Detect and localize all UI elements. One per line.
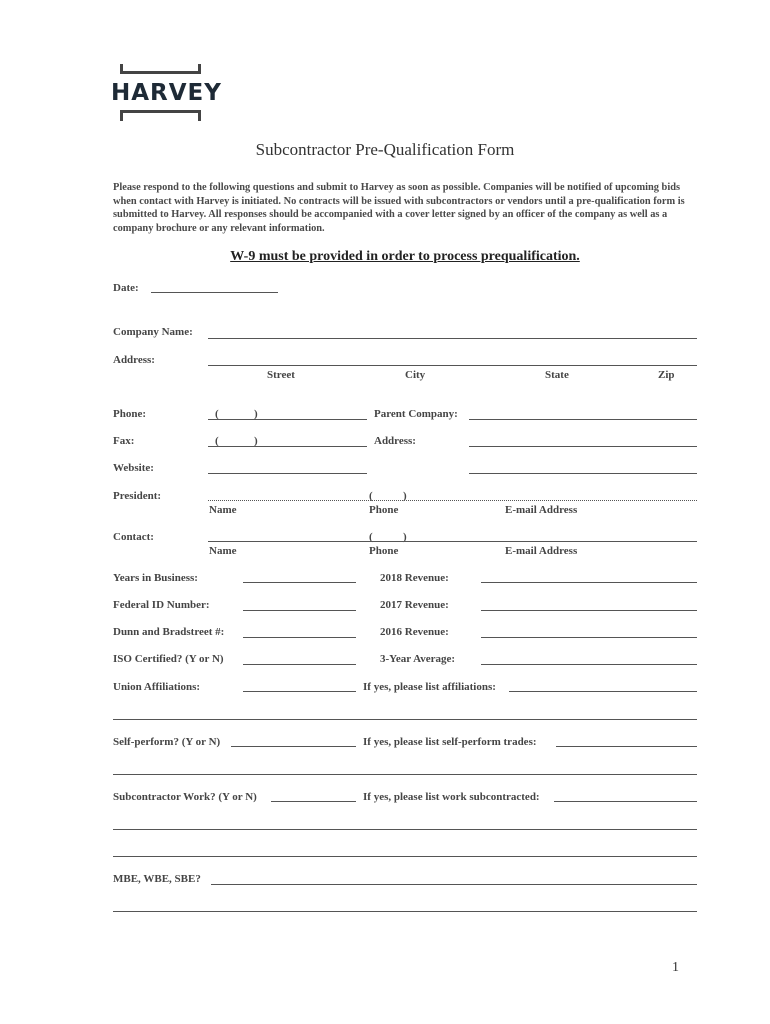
subcontractor-work-label: Subcontractor Work? (Y or N) [113,791,257,803]
subcontracted-list-label: If yes, please list work subcontracted: [363,791,540,803]
contact-field[interactable] [208,541,697,542]
company-name-label: Company Name: [113,326,193,338]
three-year-average-field[interactable] [481,664,697,665]
dunn-bradstreet-label: Dunn and Bradstreet #: [113,626,225,638]
logo-bottom-left-tick [120,113,123,121]
federal-id-label: Federal ID Number: [113,599,210,611]
fax-field[interactable] [208,446,367,447]
w9-notice: W-9 must be provided in order to process prequalification. [230,249,580,264]
self-perform-list-field[interactable] [556,746,697,747]
website-field[interactable] [208,473,367,474]
phone-field[interactable] [208,419,367,420]
contact-phone-sublabel: Phone [369,545,399,557]
phone-area-close: ) [254,408,258,420]
logo-top-bar [120,71,201,74]
page-title: Subcontractor Pre-Qualification Form [255,140,515,159]
self-perform-field[interactable] [231,746,356,747]
revenue-2018-label: 2018 Revenue: [380,572,449,584]
union-list-field[interactable] [509,691,697,692]
self-perform-continuation-field[interactable] [113,774,697,775]
mbe-continuation-field[interactable] [113,911,697,912]
contact-email-sublabel: E-mail Address [505,545,578,557]
revenue-2016-label: 2016 Revenue: [380,626,449,638]
dunn-bradstreet-field[interactable] [243,637,356,638]
years-in-business-label: Years in Business: [113,572,198,584]
mbe-wbe-sbe-field[interactable] [211,884,697,885]
union-list-continuation-field[interactable] [113,719,697,720]
fax-area-close: ) [254,435,258,447]
page-number: 1 [672,960,679,975]
parent-address-label: Address: [374,435,416,447]
president-name-sublabel: Name [209,504,237,516]
intro-paragraph: Please respond to the following questions and submit to Harvey as soon as possible. Companies will be notified of upcoming bids when contact with Harvey is initiated. No contracts will be issued with subcontractors or vendors until a pre-qualification form is submitted to Harvey. All responses should be accompanied with a cover letter signed by an officer of the company as well as a company brochure or any relevant information. [113,182,685,234]
union-affiliations-label: Union Affiliations: [113,681,201,693]
president-phone-open: ( [369,490,373,502]
self-perform-list-label: If yes, please list self-perform trades: [363,736,537,748]
street-sublabel: Street [267,369,295,381]
logo-bottom-right-tick [198,113,201,121]
iso-certified-label: ISO Certified? (Y or N) [113,653,224,665]
subcontractor-work-field[interactable] [271,801,356,802]
company-name-field[interactable] [208,338,697,339]
subcontracted-list-field[interactable] [554,801,697,802]
contact-name-sublabel: Name [209,545,237,557]
union-affiliations-field[interactable] [243,691,356,692]
parent-company-field[interactable] [469,419,697,420]
fax-area-open: ( [215,435,219,447]
state-sublabel: State [545,369,569,381]
subcontracted-continuation-field-1[interactable] [113,829,697,830]
contact-phone-close: ) [403,531,407,543]
contact-label: Contact: [113,531,154,543]
three-year-average-label: 3-Year Average: [380,653,456,665]
city-sublabel: City [405,369,426,381]
date-label: Date: [113,282,139,294]
logo-wordmark: HARVEY [111,80,222,106]
mbe-wbe-sbe-label: MBE, WBE, SBE? [113,873,201,885]
zip-sublabel: Zip [658,369,675,381]
parent-address-field[interactable] [469,446,697,447]
parent-company-label: Parent Company: [374,408,458,420]
phone-area-open: ( [215,408,219,420]
president-phone-sublabel: Phone [369,504,399,516]
union-list-label: If yes, please list affiliations: [363,681,496,693]
federal-id-field[interactable] [243,610,356,611]
address-label: Address: [113,354,155,366]
fax-label: Fax: [113,435,135,447]
logo-bottom-bar [120,110,201,113]
president-label: President: [113,490,162,502]
revenue-2017-field[interactable] [481,610,697,611]
address-field[interactable] [208,365,697,366]
revenue-2018-field[interactable] [481,582,697,583]
revenue-2016-field[interactable] [481,637,697,638]
president-field[interactable] [208,500,697,501]
subcontracted-continuation-field-2[interactable] [113,856,697,857]
contact-phone-open: ( [369,531,373,543]
website-label: Website: [113,462,154,474]
iso-certified-field[interactable] [243,664,356,665]
self-perform-label: Self-perform? (Y or N) [113,736,221,748]
phone-label: Phone: [113,408,146,420]
revenue-2017-label: 2017 Revenue: [380,599,449,611]
date-field[interactable] [151,292,278,293]
president-phone-close: ) [403,490,407,502]
president-email-sublabel: E-mail Address [505,504,578,516]
parent-address-line2-field[interactable] [469,473,697,474]
years-in-business-field[interactable] [243,582,356,583]
